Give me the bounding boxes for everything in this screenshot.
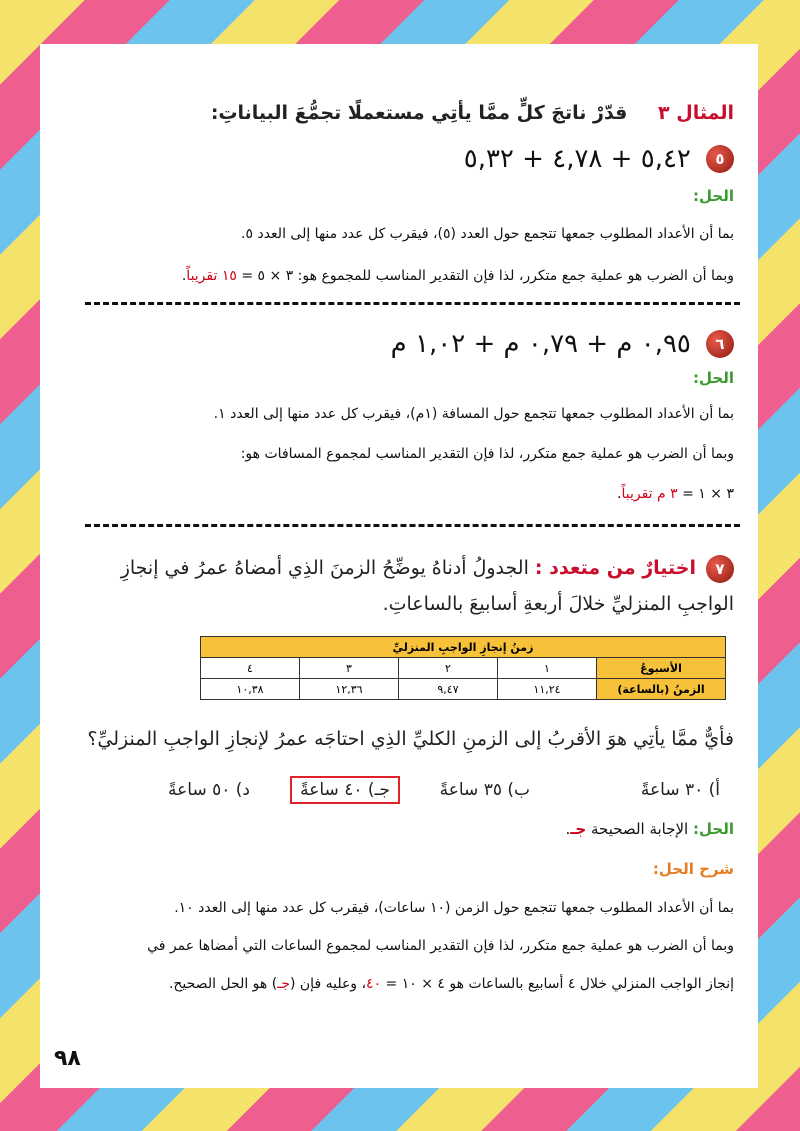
q7-exp-line1: بما أن الأعداد المطلوب جمعها تتجمع حول الزمن (١٠ ساعات)، فيقرب كل عدد منها إلى العدد ١٠. [174, 900, 734, 916]
table-cell: ٢ [399, 658, 498, 679]
choice-d[interactable]: د) ٥٠ ساعةً [168, 780, 250, 800]
q7-prompt [64, 550, 734, 622]
table-row [201, 658, 726, 679]
q5-solution-line2 [182, 268, 734, 284]
q5-expression-row [464, 144, 734, 174]
q5-number-badge: ٥ [706, 145, 734, 173]
q7-number-badge: ٧ [706, 555, 734, 583]
q7-exp-line3 [169, 976, 734, 992]
table-cell: ٩,٤٧ [399, 679, 498, 700]
q6-line3-end: . [617, 486, 622, 502]
q7-correct-answer: الحل: الإجابة الصحيحة جـ. [565, 820, 734, 838]
example-instruction: قدّرْ ناتجَ كلٍّ ممَّا يأتِي مستعملًا تجمُّعَ البياناتِ: [210, 102, 628, 124]
exp3-part-a: إنجاز الواجب المنزلي خلال ٤ أسابيع بالساعات هو ٤ × ١٠ = [381, 976, 734, 992]
q5-answer: ١٥ تقريباً [186, 268, 237, 284]
choice-b[interactable]: ب) ٣٥ ساعةً [439, 780, 530, 800]
homework-time-table [200, 636, 726, 700]
choice-a[interactable]: أ) ٣٠ ساعةً [640, 780, 720, 800]
exp3-part-b: ، وعليه فإن ( [289, 976, 367, 992]
q6-line3-text: ٣ × ١ = [677, 486, 734, 502]
example-label: المثال ٣ [658, 102, 734, 124]
exp3-answer: ٤٠ [366, 976, 382, 992]
q7-explanation-label: شرح الحل: [652, 860, 734, 878]
q5-solution-label: الحل: [693, 187, 734, 205]
q6-expression: ٠,٩٥ م + ٠,٧٩ م + ١,٠٢ م [390, 329, 691, 359]
table-row [201, 679, 726, 700]
page [40, 44, 758, 1088]
q6-solution-line2: وبما أن الضرب هو عملية جمع متكرر، لذا فإن التقدير المناسب لمجموع المسافات هو: [240, 446, 734, 462]
divider-2 [85, 524, 740, 527]
exp3-choice: جـ [277, 976, 290, 992]
week-row-label: الأسبوعُ [597, 658, 726, 679]
example-header [211, 102, 734, 124]
q5-line2-text: وبما أن الضرب هو عملية جمع متكرر، لذا فإن التقدير المناسب للمجموع هو: ٣ × ٥ = [236, 268, 734, 284]
q6-number-badge: ٦ [706, 330, 734, 358]
q6-answer: ٣ م تقريباً [621, 486, 678, 502]
table-cell: ١ [498, 658, 597, 679]
exp3-part-c: ) هو الحل الصحيح. [168, 976, 278, 992]
q6-expression-row [391, 329, 734, 359]
q7-solution-label: الحل: [693, 820, 734, 838]
q7-exp-line2: وبما أن الضرب هو عملية جمع متكرر، لذا فإن التقدير المناسب لمجموع الساعات التي أمضاها عمر في [147, 938, 734, 954]
q5-line2-end: . [181, 268, 187, 284]
q5-expression: ٥,٤٢ + ٤,٧٨ + ٥,٣٢ [463, 144, 691, 174]
page-number: ٩٨ [54, 1046, 81, 1071]
q6-solution-line3 [617, 486, 734, 502]
q6-solution-line1: بما أن الأعداد المطلوب جمعها تتجمع حول المسافة (١م)، فيقرب كل عدد منها إلى العدد ١. [213, 406, 734, 422]
table-cell: ١١,٢٤ [498, 679, 597, 700]
q7-prompt-text: الجدولُ أدناهُ يوضِّحُ الزمنَ الذِي أمضاهُ عمرُ في إنجازِ الواجبِ المنزليِّ خلالَ أربعةِ أسابيعَ بالساعاتِ. [120, 557, 734, 615]
table-cell: ١٢,٣٦ [300, 679, 399, 700]
table-title: زمنُ إنجازِ الواجبِ المنزليِّ [201, 637, 726, 658]
q7-correct-choice: جـ [570, 820, 587, 838]
table-cell: ٣ [300, 658, 399, 679]
table-cell: ١٠,٣٨ [201, 679, 300, 700]
hours-row-label: الزمنُ (بالساعة) [597, 679, 726, 700]
choices-row [80, 780, 720, 812]
table-cell: ٤ [201, 658, 300, 679]
q7-correct-text: الإجابة الصحيحة [591, 820, 689, 838]
divider-1 [85, 302, 740, 305]
q6-solution-label: الحل: [693, 369, 734, 387]
q7-question: فأيٌّ ممَّا يأتِي هوَ الأقربُ إلى الزمنِ الكليِّ الذِي احتاجَه عمرُ لإنجازِ الواجبِ المنزليِّ؟ [87, 728, 734, 750]
q5-solution-line1: بما أن الأعداد المطلوب جمعها تتجمع حول العدد (٥)، فيقرب كل عدد منها إلى العدد ٥. [241, 226, 734, 242]
choice-c[interactable]: جـ) ٤٠ ساعةً [290, 776, 400, 804]
q7-keyword: اختيارٌ من متعدد : [534, 557, 696, 579]
